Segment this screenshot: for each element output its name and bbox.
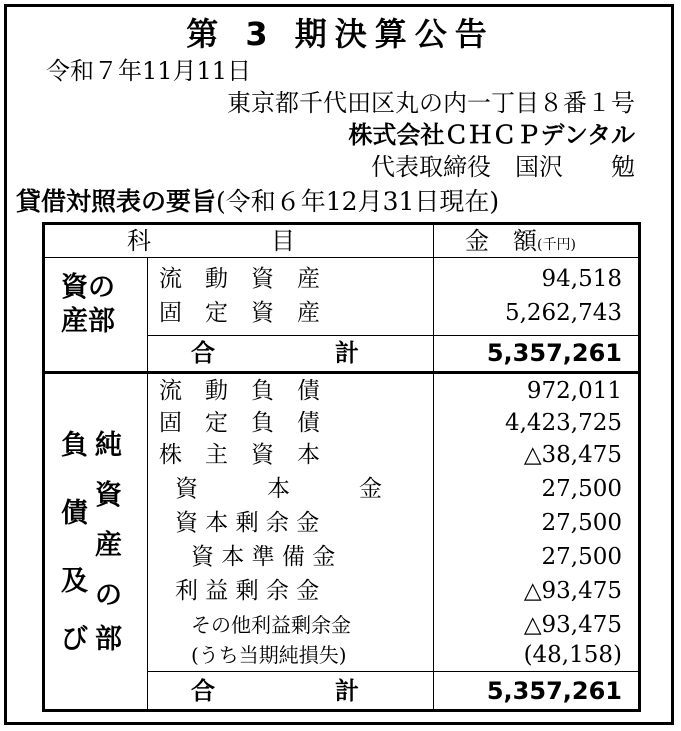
liab-label-right-2: 資: [95, 480, 122, 511]
liab-row-value: 27,500: [541, 476, 622, 502]
section-divider: [45, 371, 638, 374]
liab-label-right-1: 純: [95, 430, 122, 461]
representative: 代表取締役 国沢 勉: [371, 153, 635, 181]
liab-label-left-3: 及: [61, 566, 88, 597]
liab-row-label: 利 益 剰 余 金: [175, 578, 320, 604]
assets-label-divider: [147, 258, 148, 374]
liab-row-value: 4,423,725: [504, 410, 622, 436]
subject-header: 科 目: [127, 227, 295, 255]
liab-row-label: 資 本 金: [175, 476, 382, 502]
liab-label-right-4: の: [95, 580, 122, 611]
company-address: 東京都千代田区丸の内一丁目８番１号: [227, 89, 635, 117]
liab-total-divider: [147, 671, 638, 672]
liab-row-value: △93,475: [523, 578, 622, 604]
liab-row-label: 固 定 負 債: [159, 410, 320, 436]
liab-label-left-4: び: [61, 624, 88, 655]
liab-total-label: 合 計: [191, 677, 359, 705]
assets-total-label: 合 計: [191, 339, 359, 367]
assets-total-value: 5,357,261: [486, 339, 622, 367]
liab-row-label: 株 主 資 本: [159, 442, 320, 468]
amount-header-label: 金 額: [465, 227, 537, 255]
summary-period: (令和６年12月31日現在): [216, 187, 500, 216]
asset-row-label: 流 動 資 産: [159, 266, 320, 292]
asset-row-value: 5,262,743: [504, 300, 622, 326]
liab-label-right-3: 産: [95, 530, 122, 561]
liab-row-value: △38,475: [523, 442, 622, 468]
asset-row-value: 94,518: [541, 266, 622, 292]
liab-row-label: 資 本 剰 余 金: [175, 510, 320, 536]
liab-row-value: △93,475: [523, 612, 622, 638]
asset-row-label: 固 定 資 産: [159, 300, 320, 326]
liab-row-value: 27,500: [541, 544, 622, 570]
summary-heading: 貸借対照表の要旨: [16, 187, 217, 216]
liab-label-right-5: 部: [95, 624, 122, 655]
assets-total-divider: [147, 335, 638, 336]
amount-column-divider: [433, 225, 434, 709]
assets-section-label-1: 資の: [61, 272, 115, 303]
amount-header: [465, 227, 576, 259]
liab-label-left-1: 負: [61, 430, 88, 461]
liab-row-value: 27,500: [541, 510, 622, 536]
liab-label-left-2: 債: [61, 498, 88, 529]
liab-row-value: 972,011: [526, 378, 622, 404]
liab-row-label: (うち当期純損失): [191, 643, 347, 667]
liab-label-divider: [147, 373, 148, 709]
company-name: 株式会社ＣＨＣＰデンタル: [348, 121, 635, 149]
balance-sheet-table: [42, 222, 641, 712]
unit-label: (千円): [537, 237, 576, 253]
liab-row-label: 資 本 準 備 金: [191, 544, 336, 570]
summary-title: [16, 186, 499, 218]
notice-title: 第 3 期決算公告: [186, 15, 495, 53]
liab-row-value: (48,158): [523, 642, 622, 668]
assets-section-label-2: 産部: [61, 306, 115, 337]
liab-row-label: その他利益剰余金: [191, 613, 351, 637]
liab-row-label: 流 動 負 債: [159, 378, 320, 404]
liab-total-value: 5,357,261: [486, 677, 622, 705]
notice-date: 令和７年11月11日: [46, 57, 252, 85]
